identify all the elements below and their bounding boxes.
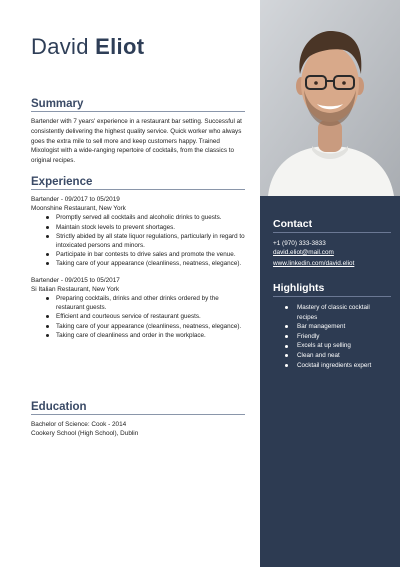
contact-section xyxy=(273,218,391,268)
job-entry xyxy=(31,276,245,340)
duty-item: Strictly abided by all state liquor regulations, particularly in regard to intoxicated persons and minors. xyxy=(31,232,245,250)
job-duties xyxy=(31,213,245,268)
degree-line: Bachelor of Science: Cook - 2014 xyxy=(31,421,127,428)
first-name: David xyxy=(31,34,89,59)
duty-item: Maintain stock levels to prevent shortages. xyxy=(31,223,245,232)
profile-photo xyxy=(260,0,400,196)
candidate-name xyxy=(31,34,144,60)
summary-section xyxy=(31,98,245,166)
highlight-item: Bar management xyxy=(273,322,391,332)
job-title: Bartender - 09/2017 to 05/2019 xyxy=(31,196,120,203)
highlights-heading: Highlights xyxy=(273,282,391,297)
duty-item: Taking care of your appearance (cleanliness, neatness, elegance). xyxy=(31,322,245,331)
phone-number: +1 (970) 333-3833 xyxy=(273,240,326,247)
job-entry xyxy=(31,195,245,269)
highlights-list xyxy=(273,303,391,370)
summary-heading: Summary xyxy=(31,98,245,112)
job-duties xyxy=(31,294,245,340)
duty-item: Taking care of cleanliness and order in the workplace. xyxy=(31,331,245,340)
highlight-item: Clean and neat xyxy=(273,351,391,361)
duty-item: Efficient and courteous service of restaurant guests. xyxy=(31,312,245,321)
highlight-item: Cocktail ingredients expert xyxy=(273,361,391,371)
last-name: Eliot xyxy=(95,34,145,59)
sidebar xyxy=(260,0,400,567)
highlights-section xyxy=(273,282,391,370)
duty-item: Taking care of your appearance (cleanliness, neatness, elegance). xyxy=(31,259,245,268)
highlight-item: Mastery of classic cocktail recipes xyxy=(273,303,391,322)
portrait-illustration xyxy=(260,0,400,196)
experience-heading: Experience xyxy=(31,176,245,190)
job-employer: Moonshine Restaurant, New York xyxy=(31,205,126,213)
duty-item: Preparing cocktails, drinks and other drinks ordered by the restaurant guests. xyxy=(31,294,245,312)
duty-item: Promptly served all cocktails and alcoholic drinks to guests. xyxy=(31,213,245,222)
job-employer: Si Italian Restaurant, New York xyxy=(31,285,120,293)
job-title: Bartender - 09/2015 to 05/2017 xyxy=(31,276,120,284)
highlight-item: Excels at up selling xyxy=(273,341,391,351)
contact-heading: Contact xyxy=(273,218,391,233)
highlight-item: Friendly xyxy=(273,332,391,342)
summary-text: Bartender with 7 years' experience in a restaurant bar setting. Successful at consistently delivering the highest quality service. Quick worker who always goes the extra mile to sell more and keep customers happy. Trained Mixologist with a wide-ranging repertoire of cocktails, from the classics to original recipes. xyxy=(31,118,242,165)
duty-item: Participate in bar contests to drive sales and promote the venue. xyxy=(31,250,245,259)
email-link[interactable]: david.eliot@mail.com xyxy=(273,249,334,257)
school-line: Cookery School (High School), Dublin xyxy=(31,430,139,438)
linkedin-link[interactable]: www.linkedin.com/david.eliot xyxy=(273,259,355,267)
education-heading: Education xyxy=(31,401,245,415)
experience-section xyxy=(31,176,245,340)
education-section xyxy=(31,401,245,439)
